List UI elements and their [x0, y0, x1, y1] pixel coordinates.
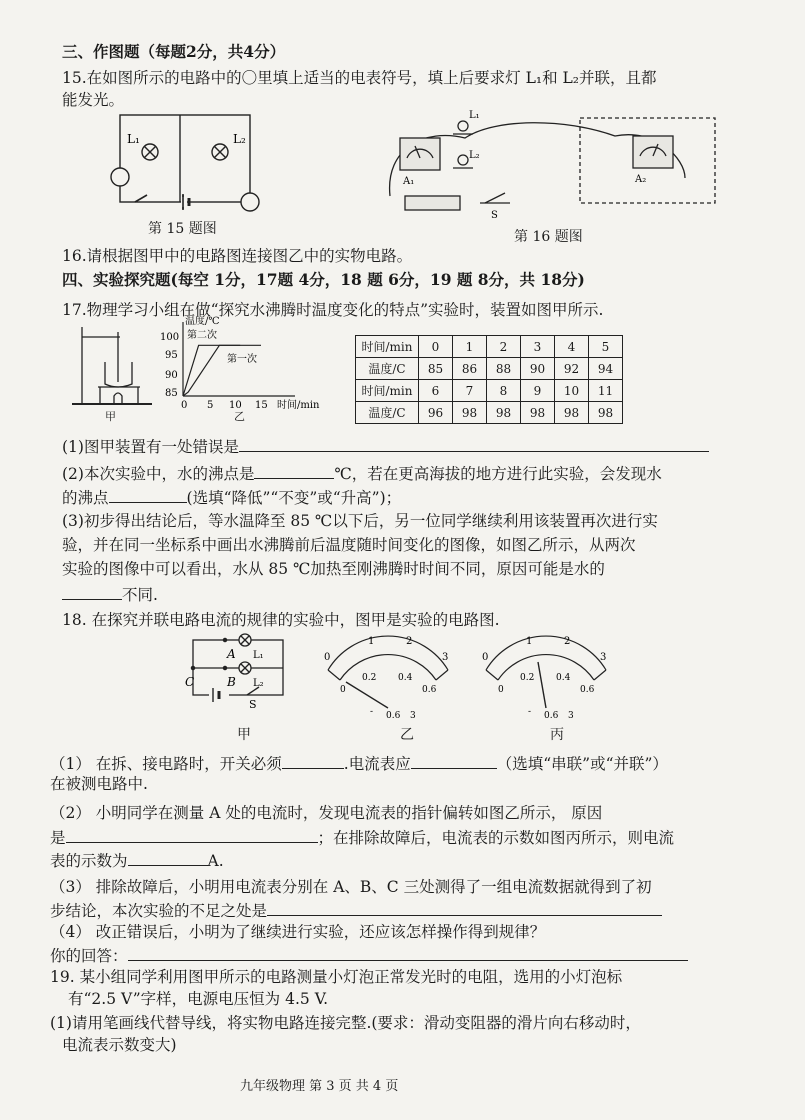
answer-blank[interactable] — [128, 849, 208, 866]
q18-part2-l1: （2） 小明同学在测量 A 处的电流时，发现电流表的指针偏转如图乙所示， 原因 — [50, 804, 603, 822]
answer-blank[interactable] — [62, 583, 122, 600]
q16-physical-circuit — [385, 108, 725, 226]
q17-label-jia: 甲 — [105, 410, 116, 423]
svg-text:B: B — [227, 675, 236, 689]
q15-circuit-diagram — [95, 105, 275, 220]
q18-part3-l2: 步结论，本次实验的不足之处是 — [50, 899, 662, 921]
q18-part2-l2: 是 ；在排除故障后，电流表的示数如图丙所示，则电流 — [50, 826, 674, 848]
svg-text:85: 85 — [165, 388, 178, 399]
q18-label-yi: 乙 — [400, 727, 414, 743]
svg-text:温度/℃: 温度/℃ — [185, 316, 220, 327]
q15-line1: 15.在如图所示的电路中的〇里填上适当的电表符号，填上后要求灯 L₁和 L₂并联，且都 — [62, 69, 657, 87]
answer-blank[interactable] — [282, 752, 344, 769]
svg-text:100: 100 — [160, 332, 180, 343]
q18-part3-l1: （3） 排除故障后，小明用电流表分别在 A、B、C 三处测得了一组电流数据就得到了初 — [50, 878, 652, 896]
q17-data-table — [355, 335, 623, 424]
svg-text:S: S — [491, 210, 498, 221]
q15-caption: 第 15 题图 — [148, 221, 217, 237]
svg-text:5: 5 — [207, 400, 214, 411]
svg-text:1: 1 — [526, 636, 533, 647]
q17-part3-l2: 验，并在同一坐标系中画出水沸腾前后温度随时间变化的图像，如图乙所示，从两次 — [62, 536, 636, 554]
page-footer: 九年级物理 第 3 页 共 4 页 — [240, 1079, 399, 1094]
svg-text:0.6: 0.6 — [422, 685, 437, 695]
series-second — [183, 345, 261, 396]
q17-part1: (1)图甲装置有一处错误是 — [62, 435, 709, 457]
svg-text:L₂: L₂ — [469, 150, 480, 161]
section4-title: 四、实验探究题(每空 1分，17题 4分，18 题 6分，19 题 8分，共 18分) — [62, 270, 585, 289]
table-row: 时间/min 6 7 8 9 10 11 — [356, 380, 623, 402]
svg-text:A: A — [227, 647, 236, 661]
svg-text:1: 1 — [368, 636, 375, 647]
svg-text:3: 3 — [442, 652, 449, 663]
svg-text:时间/min: 时间/min — [277, 400, 320, 411]
svg-text:3: 3 — [600, 652, 607, 663]
svg-text:第二次: 第二次 — [187, 330, 217, 341]
q19-line4: 电流表示数变大) — [62, 1036, 177, 1054]
table-row: 时间/min 0 1 2 3 4 5 — [356, 336, 623, 358]
answer-blank[interactable] — [254, 462, 334, 479]
svg-text:C: C — [185, 675, 195, 689]
svg-text:0.4: 0.4 — [398, 673, 413, 683]
svg-text:0.4: 0.4 — [556, 673, 571, 683]
svg-text:2: 2 — [564, 636, 571, 647]
q17-part3-l4: 不同. — [62, 583, 158, 605]
svg-text:0.6: 0.6 — [544, 711, 559, 720]
q18-intro: 18. 在探究并联电路电流的规律的实验中，图甲是实验的电路图. — [62, 611, 500, 629]
svg-text:第一次: 第一次 — [227, 354, 257, 365]
q18-label-bing: 丙 — [550, 727, 564, 743]
q19-line1: 19. 某小组同学利用图甲所示的电路测量小灯泡正常发光时的电阻，选用的小灯泡标 — [50, 968, 623, 986]
svg-text:0: 0 — [482, 652, 489, 663]
ammeter-bing — [476, 630, 616, 720]
svg-text:L₁: L₁ — [469, 110, 480, 121]
svg-text:0.2: 0.2 — [362, 673, 377, 683]
q19-line3: (1)请用笔画线代替导线，将实物电路连接完整.(要求：滑动变阻器的滑片向右移动时， — [50, 1014, 641, 1032]
svg-text:2: 2 — [406, 636, 413, 647]
q17-part2: (2)本次实验中，水的沸点是 ℃，若在更高海拔的地方进行此实验，会发现水 — [62, 462, 662, 484]
answer-blank[interactable] — [267, 899, 662, 916]
svg-text:0.6: 0.6 — [386, 711, 401, 720]
q17-label-yi: 乙 — [234, 410, 245, 423]
ammeter-yi — [318, 630, 458, 720]
svg-text:L₂: L₂ — [253, 678, 264, 689]
answer-blank[interactable] — [109, 486, 187, 503]
q17-part3-l1: (3)初步得出结论后，等水温降至 85 ℃以下后，另一位同学继续利用该装置再次进行实 — [62, 512, 658, 530]
q19-line2: 有“2.5 V”字样，电源电压恒为 4.5 V. — [68, 990, 329, 1008]
answer-blank[interactable] — [66, 826, 318, 843]
svg-text:3: 3 — [568, 711, 574, 720]
svg-text:0: 0 — [340, 685, 346, 695]
q18-part1: （1） 在拆、接电路时，开关必须 .电流表应 （选填“串联”或“并联”） — [50, 752, 668, 774]
q16-text: 16.请根据图甲中的电路图连接图乙中的实物电路。 — [62, 247, 413, 265]
svg-text:10: 10 — [229, 400, 242, 411]
svg-text:0: 0 — [498, 685, 504, 695]
svg-text:A₂: A₂ — [635, 174, 647, 185]
svg-text:L₁: L₁ — [253, 650, 264, 661]
svg-text:-: - — [528, 707, 532, 717]
q18-part2-l3: 表的示数为 A. — [50, 849, 224, 871]
svg-text:0: 0 — [324, 652, 331, 663]
q18-part4-l1: （4） 改正错误后，小明为了继续进行实验，还应该怎样操作得到规律？ — [50, 923, 546, 941]
svg-text:95: 95 — [165, 350, 178, 361]
series-first — [183, 345, 240, 396]
q15-line2: 能发光。 — [62, 91, 125, 109]
svg-text:0.2: 0.2 — [520, 673, 535, 683]
svg-text:A₁: A₁ — [403, 176, 415, 187]
q18-part4-l2: 你的回答： — [50, 944, 688, 966]
q17-apparatus — [70, 322, 155, 412]
answer-blank[interactable] — [128, 944, 688, 961]
svg-text:3: 3 — [410, 711, 416, 720]
q18-circuit-diagram — [185, 630, 295, 708]
q16-caption: 第 16 题图 — [514, 229, 583, 245]
svg-text:15: 15 — [255, 400, 268, 411]
q17-intro: 17.物理学习小组在做“探究水沸腾时温度变化的特点”实验时，装置如图甲所示. — [62, 301, 604, 319]
svg-text:-: - — [370, 707, 374, 717]
q18-part1-cont: 在被测电路中. — [50, 775, 148, 793]
table-row: 温度/C 96 98 98 98 98 98 — [356, 402, 623, 424]
table-row: 温度/C 85 86 88 90 92 94 — [356, 358, 623, 380]
svg-text:90: 90 — [165, 370, 178, 381]
q17-part3-l3: 实验的图像中可以看出，水从 85 ℃加热至刚沸腾时时间不同，原因可能是水的 — [62, 560, 605, 578]
answer-blank[interactable] — [411, 752, 497, 769]
section3-title: 三、作图题（每题2分，共4分） — [62, 42, 286, 61]
svg-text:S: S — [249, 698, 257, 708]
q17-temperature-graph — [155, 316, 345, 414]
svg-text:0: 0 — [181, 400, 188, 411]
answer-blank[interactable] — [239, 435, 709, 452]
svg-text:L₂: L₂ — [233, 132, 246, 146]
svg-text:L₁: L₁ — [127, 132, 140, 146]
svg-text:0.6: 0.6 — [580, 685, 595, 695]
q18-label-jia: 甲 — [237, 727, 251, 743]
q17-part2-cont: 的沸点 (选填“降低”“不变”或“升高”)； — [62, 486, 401, 508]
